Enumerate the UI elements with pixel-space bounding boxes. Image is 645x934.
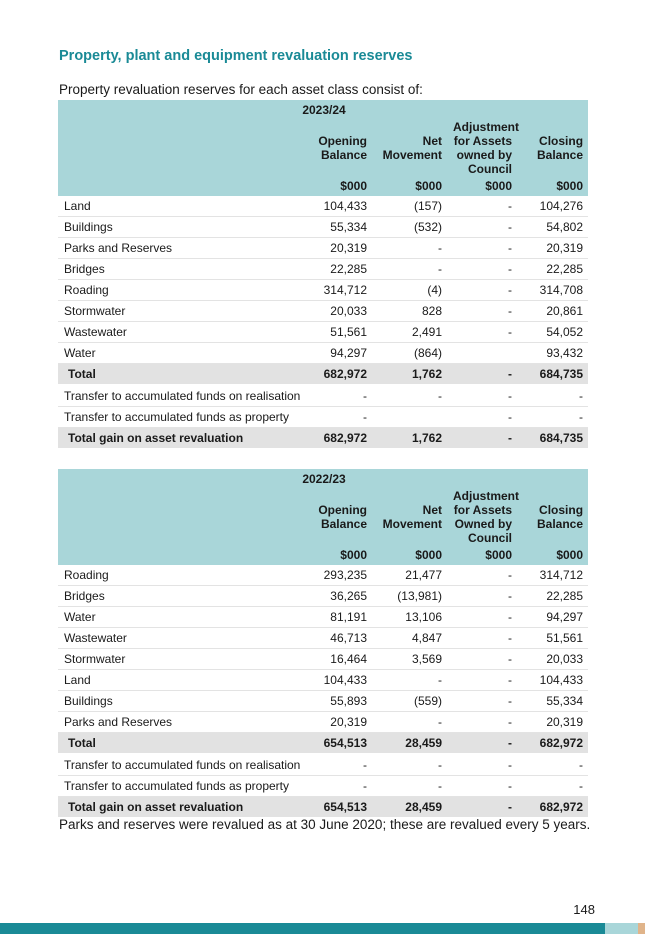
row-value: - <box>372 259 447 280</box>
header-opening-balance-line: Balance <box>320 517 367 531</box>
year-label: 2022/23 <box>58 469 588 489</box>
row-value: (157) <box>372 196 447 217</box>
table-row <box>58 280 588 301</box>
table-row <box>58 649 588 670</box>
table-row <box>58 217 588 238</box>
row-value: - <box>447 385 517 407</box>
table-row <box>58 238 588 259</box>
row-value: - <box>447 607 517 628</box>
row-value: - <box>447 428 517 450</box>
row-value: 3,569 <box>372 649 447 670</box>
unit-label: $000 <box>372 545 447 565</box>
row-value: - <box>517 776 588 797</box>
row-value: - <box>447 691 517 712</box>
row-value: 4,847 <box>372 628 447 649</box>
row-value: 20,319 <box>298 712 372 733</box>
year-label: 2023/24 <box>58 100 588 120</box>
row-value: 46,713 <box>298 628 372 649</box>
row-value: 104,433 <box>298 196 372 217</box>
row-value: 22,285 <box>298 259 372 280</box>
row-value: 20,319 <box>298 238 372 259</box>
row-value: - <box>447 776 517 797</box>
row-value <box>372 407 447 428</box>
table-row <box>58 712 588 733</box>
header-adjustment-line: Adjustment <box>453 120 519 134</box>
row-label: Water <box>58 343 298 364</box>
unit-label: $000 <box>447 176 517 196</box>
row-label: Transfer to accumulated funds as property <box>58 776 298 797</box>
total-gain-row <box>58 428 588 450</box>
header-closing-balance-line: Balance <box>537 517 584 531</box>
row-value: - <box>447 364 517 386</box>
transfer-row <box>58 407 588 428</box>
row-value: 22,285 <box>517 586 588 607</box>
row-value: - <box>298 776 372 797</box>
row-label: Parks and Reserves <box>58 712 298 733</box>
row-value: - <box>447 217 517 238</box>
row-value: 13,106 <box>372 607 447 628</box>
row-value: - <box>372 670 447 691</box>
year-row <box>58 100 588 120</box>
intro-text: Property revaluation reserves for each asset class consist of: <box>59 82 423 97</box>
row-value: 94,297 <box>298 343 372 364</box>
header-net-movement-line: Net <box>422 503 442 517</box>
header-adjustment-line: Owned by <box>454 517 512 531</box>
row-value: 20,319 <box>517 238 588 259</box>
row-value: 22,285 <box>517 259 588 280</box>
row-value: 28,459 <box>372 733 447 755</box>
row-value: - <box>447 797 517 819</box>
row-value: - <box>372 385 447 407</box>
row-label: Total gain on asset revaluation <box>58 797 298 819</box>
row-value: (864) <box>372 343 447 364</box>
row-value: 104,433 <box>298 670 372 691</box>
row-value: - <box>447 407 517 428</box>
row-value <box>447 343 517 364</box>
row-value: 684,735 <box>517 428 588 450</box>
row-label: Land <box>58 196 298 217</box>
header-adjustment-line: owned by <box>456 148 512 162</box>
row-label: Wastewater <box>58 322 298 343</box>
table-row <box>58 670 588 691</box>
row-value: - <box>447 754 517 776</box>
row-value: - <box>447 322 517 343</box>
row-value: - <box>298 754 372 776</box>
header-adjustment <box>447 489 517 545</box>
row-value: - <box>372 238 447 259</box>
row-value: 293,235 <box>298 565 372 586</box>
row-label: Total gain on asset revaluation <box>58 428 298 450</box>
row-value: 28,459 <box>372 797 447 819</box>
header-net-movement-line: Movement <box>382 148 442 162</box>
table-row <box>58 691 588 712</box>
row-value: 55,334 <box>298 217 372 238</box>
row-value: 1,762 <box>372 364 447 386</box>
row-value: 314,712 <box>517 565 588 586</box>
row-label: Bridges <box>58 586 298 607</box>
header-adjustment-line: Council <box>468 531 512 545</box>
row-value: 55,893 <box>298 691 372 712</box>
row-label: Stormwater <box>58 301 298 322</box>
row-value: - <box>447 628 517 649</box>
column-header-row <box>58 489 588 545</box>
footer-bar-light <box>605 923 638 934</box>
table-row <box>58 607 588 628</box>
row-value: - <box>447 280 517 301</box>
row-label: Buildings <box>58 691 298 712</box>
row-value: 314,708 <box>517 280 588 301</box>
header-closing-balance-line: Balance <box>537 148 584 162</box>
row-label: Transfer to accumulated funds on realisation <box>58 754 298 776</box>
row-value: - <box>517 754 588 776</box>
row-label: Wastewater <box>58 628 298 649</box>
header-closing-balance-line: Closing <box>539 134 584 148</box>
row-value: - <box>447 670 517 691</box>
header-net-movement <box>372 489 447 545</box>
row-value: 20,861 <box>517 301 588 322</box>
unit-blank <box>58 176 298 196</box>
header-adjustment-line: for Assets <box>453 134 512 148</box>
row-value: - <box>372 776 447 797</box>
total-gain-row <box>58 797 588 819</box>
header-opening-balance-line: Balance <box>320 148 367 162</box>
row-value: - <box>298 385 372 407</box>
header-closing-balance <box>517 489 588 545</box>
row-value: 20,319 <box>517 712 588 733</box>
row-label: Parks and Reserves <box>58 238 298 259</box>
row-value: (532) <box>372 217 447 238</box>
row-value: 21,477 <box>372 565 447 586</box>
row-value: 51,561 <box>517 628 588 649</box>
year-row <box>58 469 588 489</box>
row-label: Stormwater <box>58 649 298 670</box>
row-label: Total <box>58 364 298 386</box>
row-value: 1,762 <box>372 428 447 450</box>
row-value: 16,464 <box>298 649 372 670</box>
table-row <box>58 259 588 280</box>
row-label: Transfer to accumulated funds on realisation <box>58 385 298 407</box>
row-value: 93,432 <box>517 343 588 364</box>
row-value: - <box>447 649 517 670</box>
row-label: Bridges <box>58 259 298 280</box>
header-adjustment <box>447 120 517 176</box>
header-closing-balance <box>517 120 588 176</box>
revaluation-table-2023-24 <box>58 100 588 450</box>
row-label: Total <box>58 733 298 755</box>
section-title: Property, plant and equipment revaluation reserves <box>59 48 413 64</box>
row-value: (559) <box>372 691 447 712</box>
row-value: - <box>447 238 517 259</box>
row-value: 682,972 <box>517 797 588 819</box>
header-blank <box>58 489 298 545</box>
row-value: 94,297 <box>517 607 588 628</box>
table-row <box>58 301 588 322</box>
row-value: - <box>447 565 517 586</box>
row-value: - <box>447 259 517 280</box>
row-value: 2,491 <box>372 322 447 343</box>
unit-label: $000 <box>517 545 588 565</box>
transfer-row <box>58 776 588 797</box>
table-row <box>58 565 588 586</box>
row-value: - <box>372 712 447 733</box>
unit-label: $000 <box>447 545 517 565</box>
header-adjustment-line: Adjustment <box>453 489 519 503</box>
row-value: 314,712 <box>298 280 372 301</box>
unit-label: $000 <box>298 545 372 565</box>
row-value: 654,513 <box>298 733 372 755</box>
unit-label: $000 <box>372 176 447 196</box>
row-value: 104,276 <box>517 196 588 217</box>
unit-row <box>58 176 588 196</box>
table-row <box>58 322 588 343</box>
row-value: 51,561 <box>298 322 372 343</box>
row-value: 55,334 <box>517 691 588 712</box>
row-value: - <box>517 407 588 428</box>
row-value: (13,981) <box>372 586 447 607</box>
revaluation-table-2022-23 <box>58 469 588 819</box>
row-label: Roading <box>58 280 298 301</box>
footnote: Parks and reserves were revalued as at 30 June 2020; these are revalued every 5 years. <box>59 817 591 832</box>
transfer-row <box>58 754 588 776</box>
header-adjustment-line: Council <box>468 162 512 176</box>
unit-row <box>58 545 588 565</box>
header-net-movement-line: Net <box>422 134 442 148</box>
row-value: (4) <box>372 280 447 301</box>
row-value: 81,191 <box>298 607 372 628</box>
total-row <box>58 364 588 386</box>
row-value: 20,033 <box>517 649 588 670</box>
table-row <box>58 196 588 217</box>
header-opening-balance <box>298 489 372 545</box>
row-value: 684,735 <box>517 364 588 386</box>
header-closing-balance-line: Closing <box>539 503 584 517</box>
row-value: 36,265 <box>298 586 372 607</box>
row-value: - <box>447 712 517 733</box>
row-label: Roading <box>58 565 298 586</box>
row-value: 828 <box>372 301 447 322</box>
row-value: - <box>447 301 517 322</box>
row-value: 654,513 <box>298 797 372 819</box>
row-value: 682,972 <box>517 733 588 755</box>
row-value: 54,802 <box>517 217 588 238</box>
header-blank <box>58 120 298 176</box>
row-value: - <box>447 733 517 755</box>
footer-bar-accent <box>638 923 645 934</box>
header-net-movement <box>372 120 447 176</box>
row-label: Transfer to accumulated funds as property <box>58 407 298 428</box>
table-row <box>58 343 588 364</box>
row-value: 682,972 <box>298 364 372 386</box>
header-net-movement-line: Movement <box>382 517 442 531</box>
row-label: Buildings <box>58 217 298 238</box>
row-value: - <box>517 385 588 407</box>
row-value: - <box>447 196 517 217</box>
row-label: Land <box>58 670 298 691</box>
page-number: 148 <box>573 902 595 917</box>
footer-bar <box>0 923 605 934</box>
transfer-row <box>58 385 588 407</box>
total-row <box>58 733 588 755</box>
header-adjustment-line: for Assets <box>453 503 512 517</box>
header-opening-balance-line: Opening <box>318 134 367 148</box>
row-value: 104,433 <box>517 670 588 691</box>
row-value: - <box>298 407 372 428</box>
table-row <box>58 628 588 649</box>
unit-label: $000 <box>517 176 588 196</box>
row-value: 682,972 <box>298 428 372 450</box>
header-opening-balance-line: Opening <box>318 503 367 517</box>
header-opening-balance <box>298 120 372 176</box>
table-row <box>58 586 588 607</box>
unit-label: $000 <box>298 176 372 196</box>
row-value: - <box>372 754 447 776</box>
row-value: - <box>447 586 517 607</box>
column-header-row <box>58 120 588 176</box>
row-value: 54,052 <box>517 322 588 343</box>
row-label: Water <box>58 607 298 628</box>
unit-blank <box>58 545 298 565</box>
row-value: 20,033 <box>298 301 372 322</box>
